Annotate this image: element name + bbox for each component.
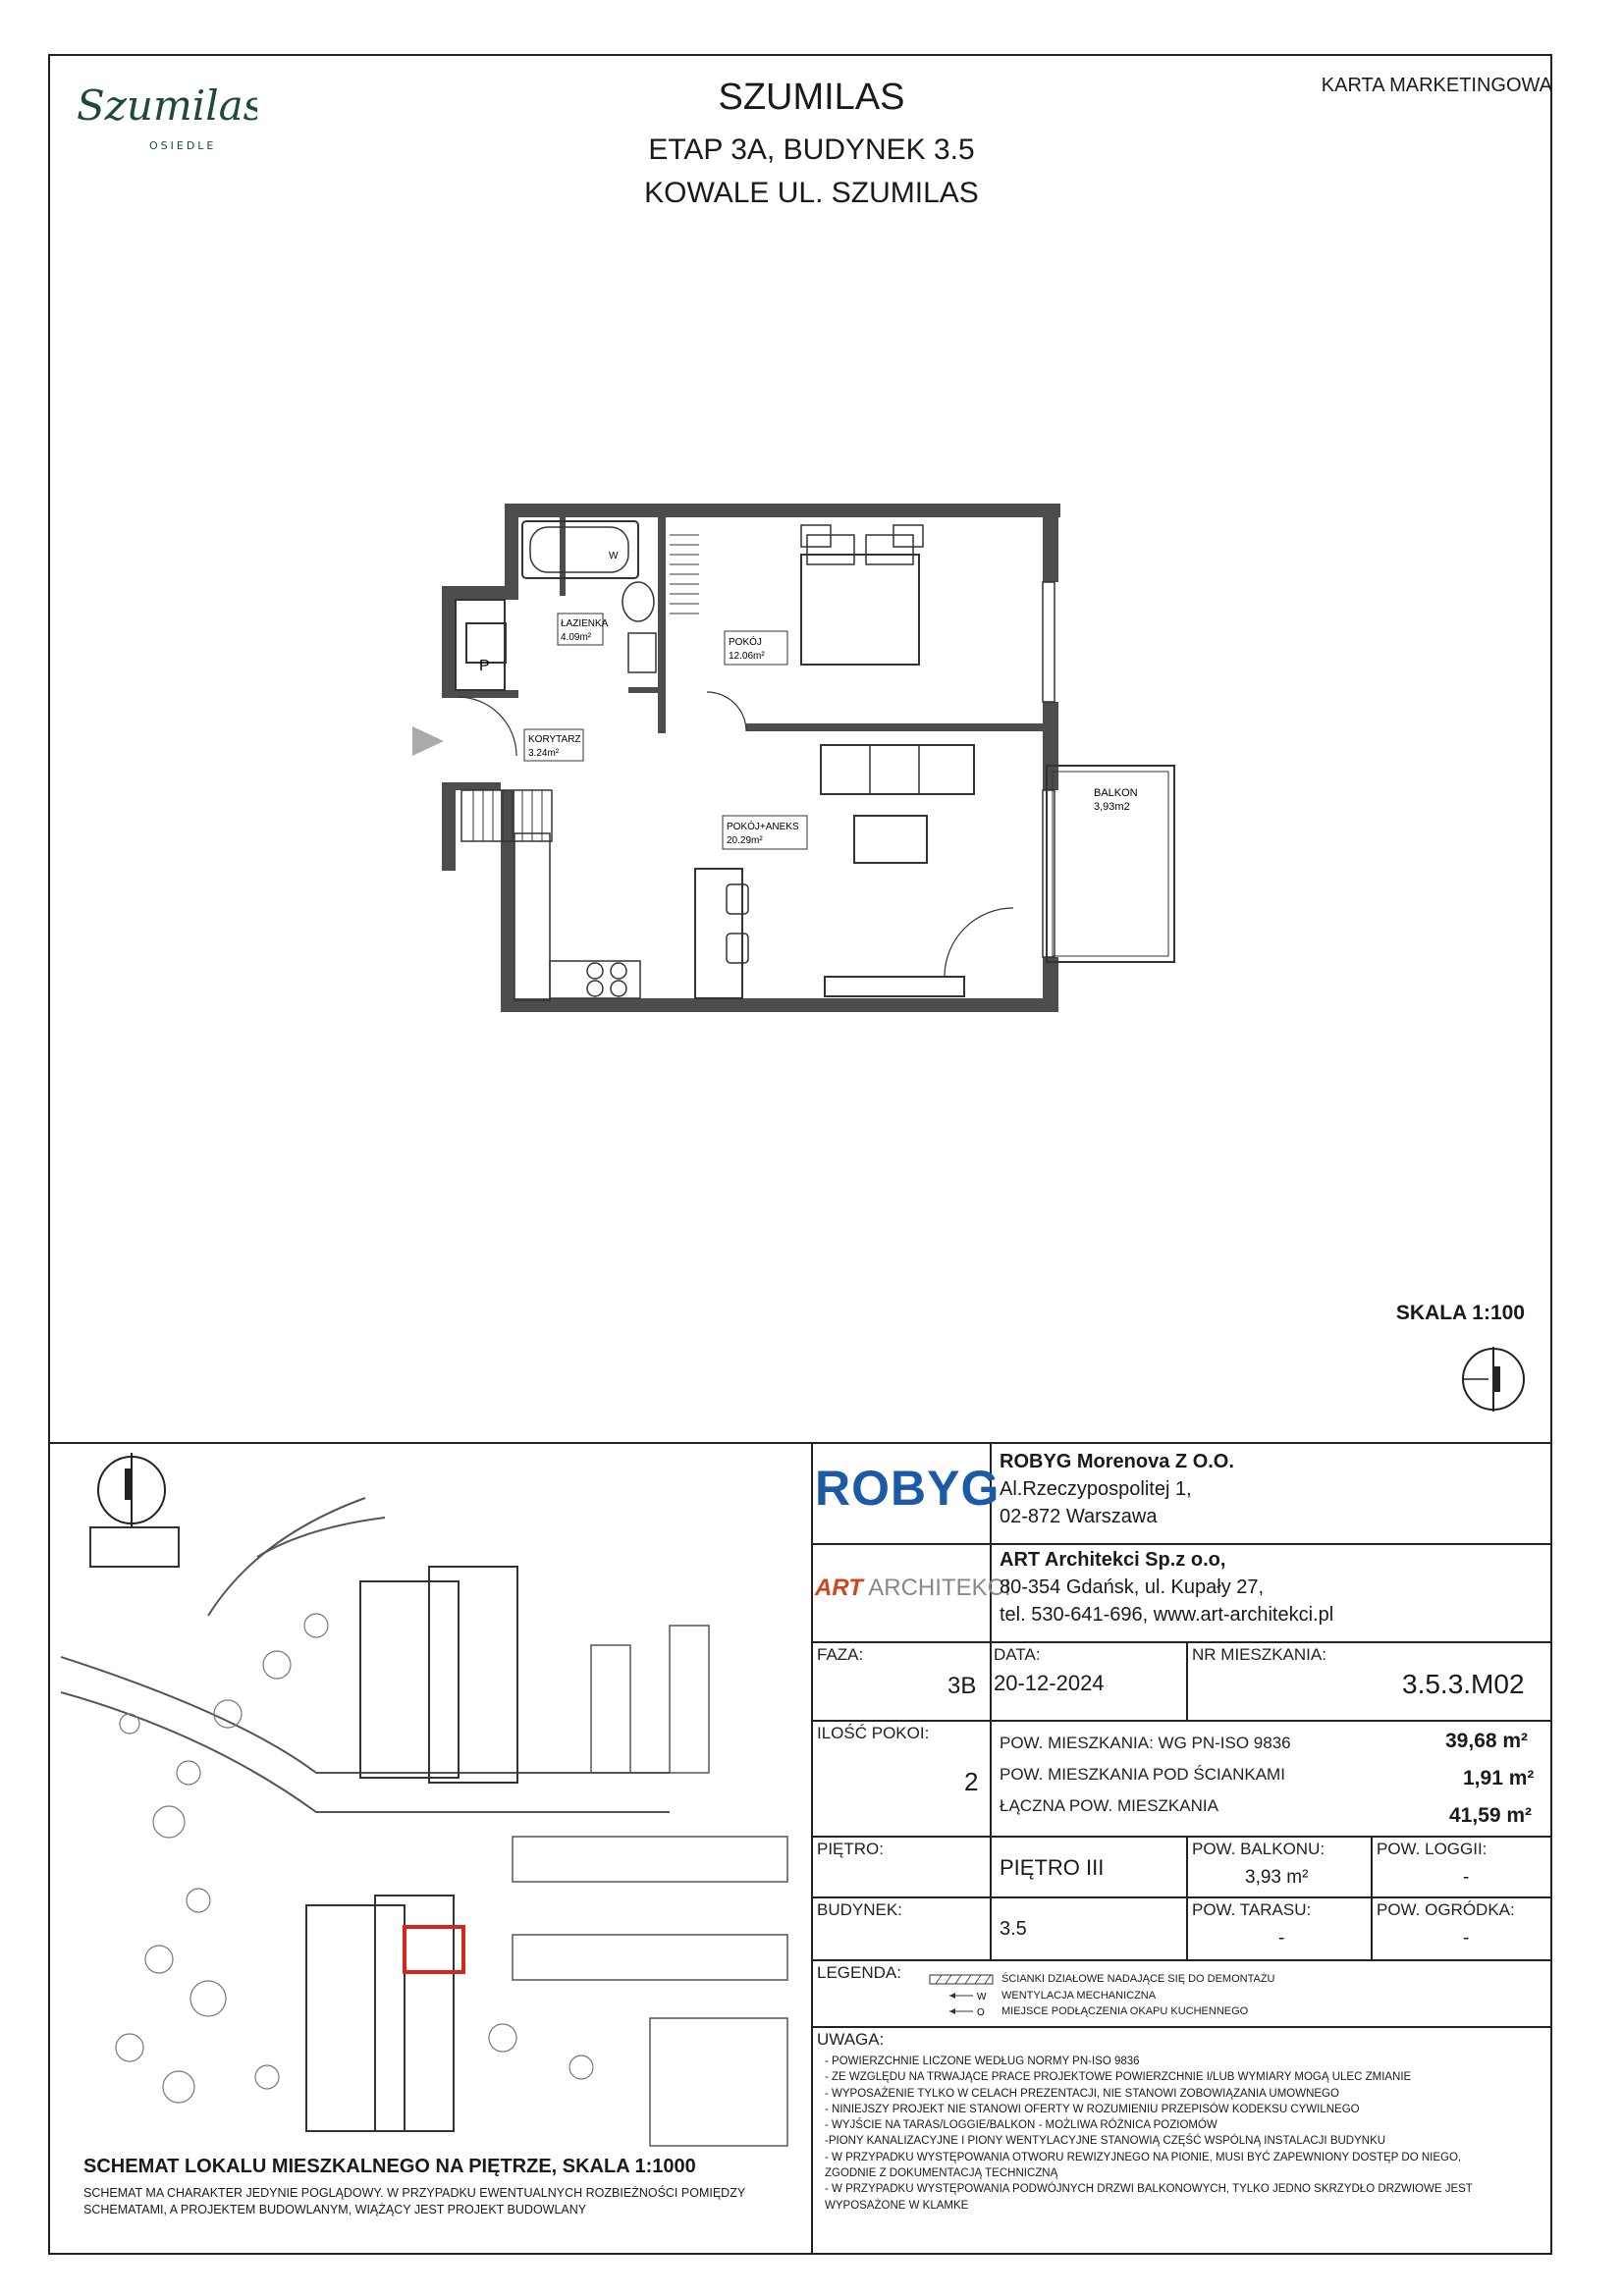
nr-value: 3.5.3.M02 [1402, 1669, 1525, 1699]
col-divider [1371, 1836, 1373, 1959]
col-divider [1186, 1641, 1188, 1720]
note-item: - ZE WZGLĘDU NA TRWAJĄCE PRACE PROJEKTOWE POWIERZCHNIE I/LUB WYMIARY MOGĄ ULEC ZMIANIE [825, 2071, 1412, 2084]
note-item: - WYJŚCIE NA TARAS/LOGGIE/BALKON - MOŻLIWA RÓŻNICA POZIOMÓW [825, 2119, 1217, 2132]
faza-value: 3B [947, 1673, 977, 1699]
notes-list [825, 2054, 1473, 2214]
loggia-label: POW. LOGGII: [1377, 1840, 1488, 1858]
faza-label: FAZA: [817, 1645, 864, 1664]
col-divider [990, 1836, 992, 1959]
pow3-label: ŁĄCZNA POW. MIESZKANIA [1000, 1796, 1218, 1815]
sofa [821, 745, 974, 794]
left-right-divider [811, 1442, 813, 2255]
note-item: - W PRZYPADKU WYSTĘPOWANIA PODWÓJNYCH DRZWI BALKONOWYCH, TYLKO JEDNO SKRZYDŁO DRZWIOWE JEST [825, 2183, 1473, 2196]
site-plan-title: SCHEMAT LOKALU MIESZKALNEGO NA PIĘTRZE, SKALA 1:1000 [83, 2156, 696, 2177]
col-divider [1186, 1836, 1188, 1959]
nr-label: NR MIESZKANIA: [1192, 1645, 1326, 1664]
pow1-label: POW. MIESZKANIA: WG PN-ISO 9836 [1000, 1734, 1291, 1752]
logo-script-text: Szumilas [77, 81, 257, 130]
col-divider [990, 1720, 992, 1836]
entry-arrow-icon [412, 726, 444, 756]
art-logo-mark: ART [815, 1575, 863, 1601]
shaft-mark: P [479, 658, 490, 674]
kitchen-counter [514, 833, 550, 1000]
site-plan-note-2: SCHEMATAMI, A PROJEKTEM BUDOWLANYM, WIĄŻĄCY JEST PROJEKT BUDOWLANY [83, 2203, 587, 2216]
project-location: KOWALE UL. SZUMILAS [644, 177, 979, 209]
site-plan [61, 1449, 802, 2151]
legend-symbol-o: O [977, 2007, 985, 2018]
tv-unit [825, 977, 964, 996]
pow3-value: 41,59 m² [1449, 1804, 1533, 1827]
row-divider [811, 2026, 1552, 2028]
north-arrow-icon [1459, 1345, 1528, 1414]
pokoje-value: 2 [964, 1767, 979, 1796]
taras-label: POW. TARASU: [1192, 1900, 1312, 1919]
balcony-plan [1043, 764, 1180, 970]
door-arc [707, 692, 746, 731]
scale-label: SKALA 1:100 [1395, 1302, 1525, 1324]
row-divider [811, 1720, 1552, 1722]
balkon-value: 3,93 m² [1245, 1867, 1309, 1888]
investor-address-2: 02-872 Warszawa [1000, 1506, 1158, 1527]
note-item: - WYPOSAŻENIE TYLKO W CELACH PREZENTACJI, NIE STANOWI ZOBOWIĄZANIA UMOWNEGO [825, 2087, 1339, 2100]
pow2-label: POW. MIESZKANIA POD ŚCIANKAMI [1000, 1765, 1285, 1784]
note-item: -PIONY KANALIZACYJNE I PIONY WENTYLACYJNE STANOWIĄ CZĘŚĆ WSPÓLNĄ INSTALACJI BUDYNKU [825, 2135, 1386, 2148]
room-name-bathroom: ŁAZIENKA [561, 618, 609, 629]
room-area-bedroom: 12.06m² [729, 651, 765, 662]
wc-mark: W [609, 551, 619, 561]
note-item: - POWIERZCHNIE LICZONE WEDŁUG NORMY PN-ISO 9836 [825, 2056, 1140, 2067]
room-name-living: POKÓJ+ANEKS [727, 822, 799, 832]
ogrodek-label: POW. OGRÓDKA: [1377, 1900, 1515, 1919]
legend-label: LEGENDA: [817, 1963, 901, 1982]
robyg-logo: ROBYG [815, 1461, 1001, 1516]
ogrodek-value: - [1463, 1928, 1470, 1949]
row-divider [811, 1959, 1552, 1961]
note-item: - W PRZYPADKU WYSTĘPOWANIA OTWORU REWIZYJNEGO NA PIONIE, MUSI BYĆ ZAPEWNIONY DOSTĘP DO NIEGO, [825, 2151, 1462, 2163]
pietro-value: PIĘTRO III [1000, 1855, 1105, 1880]
room-area-hall: 3.24m² [528, 748, 560, 759]
shaft [466, 623, 506, 663]
row-divider [811, 1543, 1552, 1545]
art-logo [815, 1575, 1011, 1602]
balcony-door-arc [945, 908, 1013, 977]
project-title: SZUMILAS [718, 77, 905, 118]
loggia-value: - [1463, 1867, 1470, 1888]
notes-label: UWAGA: [817, 2030, 885, 2049]
legend-symbols [928, 1973, 1004, 2022]
art-logo-text: ARCHITEKCI [868, 1575, 1011, 1601]
investor-name: ROBYG Morenova Z O.O. [1000, 1451, 1234, 1472]
card-type: KARTA MARKETINGOWA [1321, 75, 1552, 96]
budynek-value: 3.5 [1000, 1918, 1027, 1940]
architect-contact: tel. 530-641-696, www.art-architekci.pl [1000, 1604, 1334, 1626]
floor-plan [403, 496, 1070, 1026]
note-item: ZGODNIE Z DOKUMENTACJĄ TECHNICZNĄ [825, 2167, 1058, 2180]
bottom-divider [48, 1442, 1552, 1444]
col-divider [990, 1641, 992, 1720]
architect-address: 80-354 Gdańsk, ul. Kupały 27, [1000, 1576, 1265, 1598]
data-value: 20-12-2024 [994, 1671, 1105, 1695]
legend-symbol-w: W [977, 1992, 987, 2002]
room-area-living: 20.29m² [727, 835, 763, 846]
partition-hatch-icon [930, 1975, 993, 1984]
site-plan-note-1: SCHEMAT MA CHARAKTER JEDYNIE POGLĄDOWY. W PRZYPADKU EWENTUALNYCH ROZBIEŻNOŚCI POMIĘDZY [83, 2186, 746, 2200]
bed [801, 555, 919, 665]
pietro-label: PIĘTRO: [817, 1840, 885, 1858]
toilet [622, 582, 654, 621]
pow2-value: 1,91 m² [1463, 1767, 1535, 1789]
legend-item: WENTYLACJA MECHANICZNA [1001, 1990, 1157, 2002]
room-name-balcony: BALKON [1094, 787, 1138, 799]
room-name-hall: KORYTARZ [528, 734, 581, 745]
taras-value: - [1278, 1928, 1285, 1949]
legend-item: MIEJSCE PODŁĄCZENIA OKAPU KUCHENNEGO [1001, 2005, 1249, 2017]
note-item: - NINIEJSZY PROJEKT NIE STANOWI OFERTY W ROZUMIENIU PRZEPISÓW KODEKSU CYWILNEGO [825, 2103, 1360, 2115]
investor-address-1: Al.Rzeczypospolitej 1, [1000, 1478, 1192, 1500]
room-area-balcony: 3,93m2 [1094, 801, 1130, 813]
row-divider [811, 1641, 1552, 1643]
data-label: DATA: [994, 1645, 1041, 1664]
row-divider [811, 1836, 1552, 1838]
coffee-table [854, 816, 927, 863]
room-area-bathroom: 4.09m² [561, 632, 592, 643]
budynek-label: BUDYNEK: [817, 1900, 902, 1919]
room-name-bedroom: POKÓJ [729, 637, 762, 648]
note-item: WYPOSAŻONE W KLAMKE [825, 2199, 969, 2212]
pokoje-label: ILOŚĆ POKOI: [817, 1724, 930, 1742]
sink [628, 633, 656, 672]
balkon-label: POW. BALKONU: [1192, 1840, 1325, 1858]
architect-name: ART Architekci Sp.z o.o, [1000, 1549, 1226, 1571]
legend-item: ŚCIANKI DZIAŁOWE NADAJĄCE SIĘ DO DEMONTAŻU [1001, 1973, 1275, 1985]
pow1-value: 39,68 m² [1445, 1730, 1529, 1752]
project-subtitle: ETAP 3A, BUDYNEK 3.5 [648, 133, 975, 166]
logo-sub-text: OSIEDLE [149, 139, 217, 152]
row-divider [811, 1896, 1552, 1898]
